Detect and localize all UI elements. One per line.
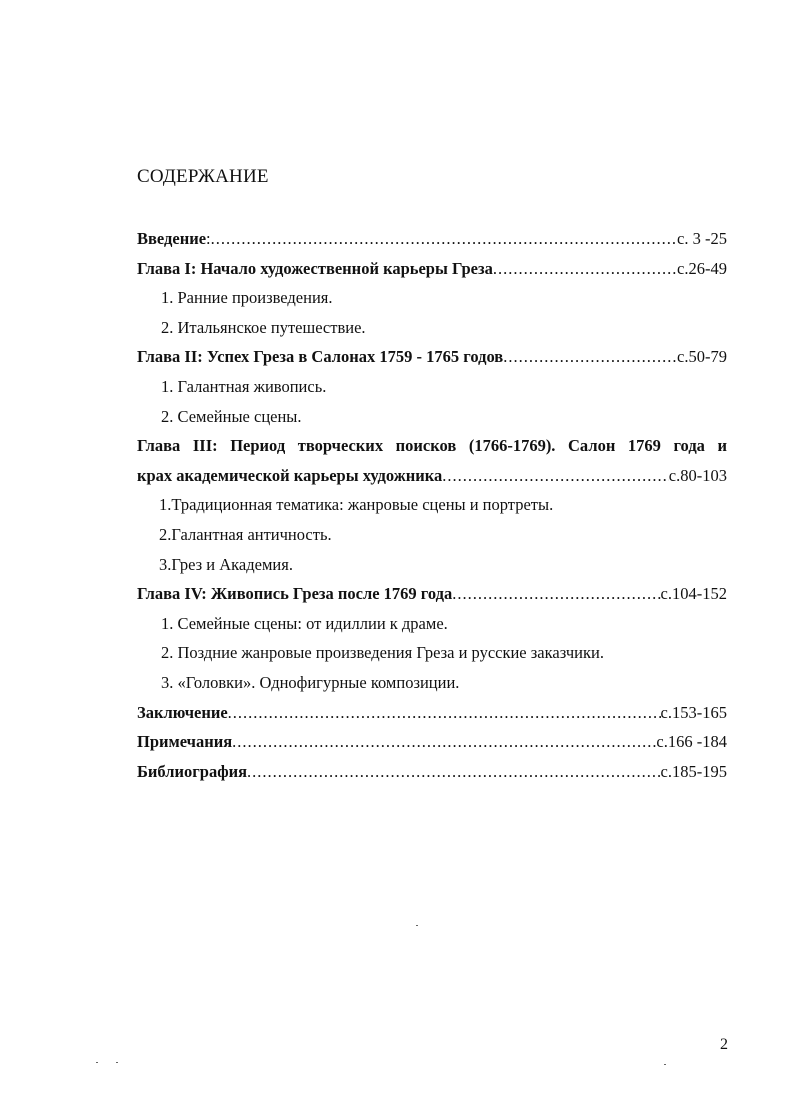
toc-entry-label: крах академической карьеры художника: [137, 465, 443, 485]
toc-subentry: 1.Традиционная тематика: жанровые сцены и портреты.: [159, 495, 554, 515]
table-of-contents: [137, 224, 727, 786]
toc-leader-dots: [247, 757, 661, 787]
toc-subentry: 3.Грез и Академия.: [159, 554, 293, 574]
toc-entry-chapter-1: [137, 254, 727, 284]
toc-entry-label: Глава IV: Живопись Греза после 1769 года: [137, 584, 453, 604]
toc-entry-chapter-4: [137, 579, 727, 609]
scan-speck: [96, 1062, 98, 1063]
toc-leader-dots: [211, 224, 677, 254]
toc-entry-label: Примечания: [137, 732, 233, 752]
toc-entry-label: Глава III: Период творческих поисков (1766-1769). Салон 1769 года и: [137, 436, 727, 456]
toc-entry-label: Библиография: [137, 761, 248, 781]
toc-entry-page: с.166 -184: [656, 732, 727, 752]
toc-leader-dots: [442, 461, 669, 491]
toc-leader-dots: [452, 579, 660, 609]
toc-entry-chapter-3-line-2: [137, 461, 727, 491]
toc-subentry: 2. Итальянское путешествие.: [161, 317, 366, 337]
toc-entry-page: с.80-103: [668, 465, 727, 485]
toc-entry-notes: [137, 727, 727, 757]
toc-entry-label: Введение: [137, 229, 207, 248]
toc-entry-conclusion: [137, 698, 727, 728]
toc-subentry: 2. Поздние жанровые произведения Греза и русские заказчики.: [161, 643, 604, 663]
toc-leader-dots: [493, 254, 677, 284]
toc-subentry: 3. «Головки». Однофигурные композиции.: [161, 672, 460, 692]
toc-subentry: 1. Семейные сцены: от идиллии к драме.: [161, 613, 448, 633]
scan-speck: [416, 925, 418, 926]
toc-entry-chapter-2: [137, 342, 727, 372]
toc-leader-dots: [232, 727, 656, 757]
toc-subentry: 2.Галантная античность.: [159, 524, 332, 544]
toc-subentry: 1. Ранние произведения.: [161, 288, 333, 308]
toc-leader-dots: [503, 342, 677, 372]
page-number: 2: [720, 1036, 728, 1053]
toc-entry-bibliography: [137, 757, 727, 787]
toc-subentry: 1. Галантная живопись.: [161, 376, 327, 396]
toc-entry-introduction: [137, 224, 727, 254]
toc-entry-label: Заключение: [137, 702, 228, 722]
toc-entry-page: с.185-195: [660, 761, 727, 781]
toc-entry-label: Глава I: Начало художественной карьеры Греза: [137, 258, 493, 278]
scan-speck: [116, 1062, 118, 1063]
toc-entry-page: с.153-165: [660, 702, 727, 722]
toc-leader-dots: [228, 698, 661, 728]
toc-entry-chapter-3-line-1: [137, 431, 727, 461]
page-title: СОДЕРЖАНИЕ: [137, 166, 269, 187]
toc-subentry: 2. Семейные сцены.: [161, 406, 302, 426]
scan-speck: [664, 1064, 666, 1065]
toc-entry-page: с.104-152: [660, 584, 727, 604]
toc-entry-label: Глава II: Успех Греза в Салонах 1759 - 1765 годов: [137, 347, 504, 367]
toc-entry-page: с. 3 -25: [677, 229, 727, 248]
toc-entry-page: с.26-49: [677, 258, 727, 278]
toc-entry-page: с.50-79: [677, 347, 727, 367]
toc-entry-separator: :: [206, 229, 211, 248]
